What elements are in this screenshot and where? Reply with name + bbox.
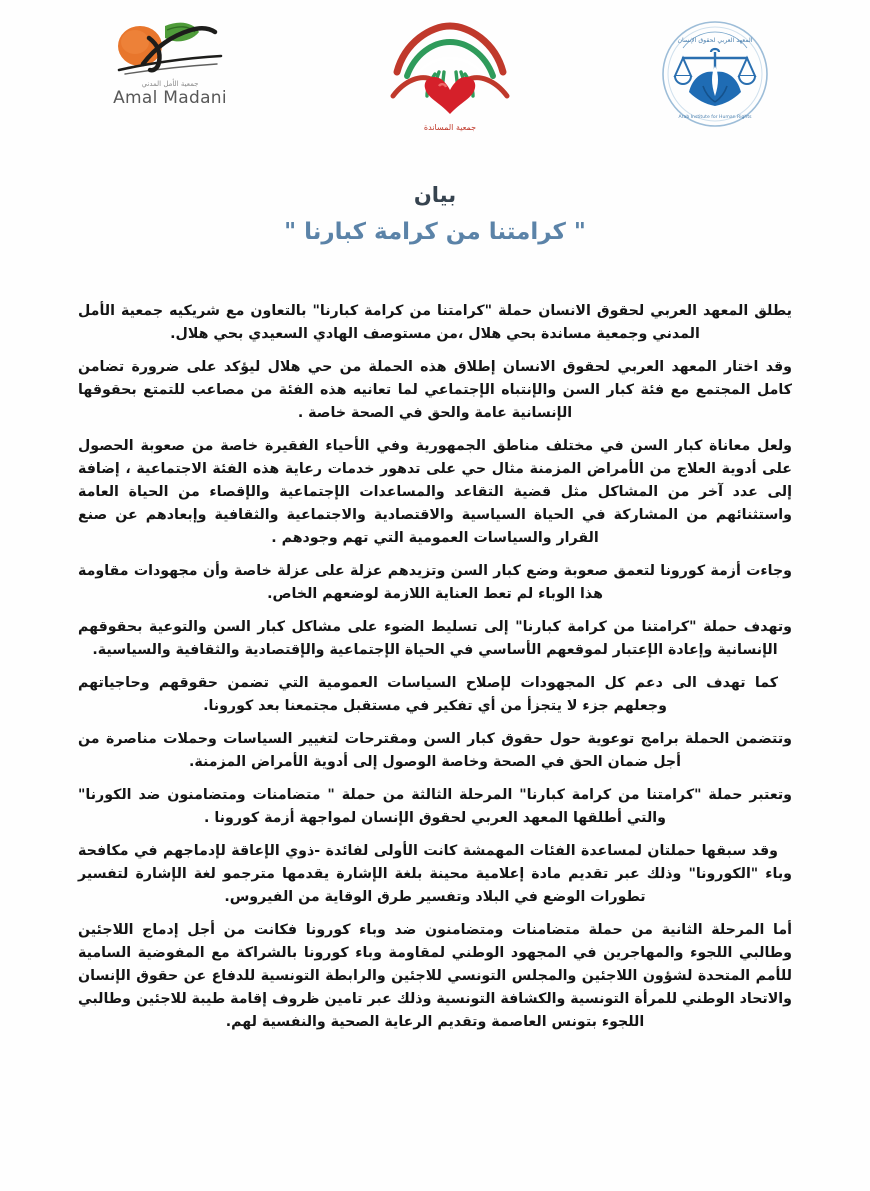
paragraph-3: ولعل معاناة كبار السن في مختلف مناطق الجمهورية وفي الأحياء الفقيرة خاصة من صعوبة الحصول على أدوية العلاج من الأمراض المزمنة مثال حي على تدهور خدمات رعاية هذه الفئة الاجتماعية ، إضافة إلى عدد آخر من المشاكل مثل قضية التقاعد والمساعدات الإجتماعية والإقصاء من الحياة العامة واستثنائهم من المشاركة في الحياة السياسية والاقتصادية والاجتماعية والثقافية وإبعادهم عن صنع القرار والسياسات العمومية التي تهم وجودهم . bbox=[78, 438, 792, 546]
document-body bbox=[78, 300, 792, 1034]
svg-text:Arab Institute for Human Right: Arab Institute for Human Rights bbox=[678, 115, 752, 120]
page-subtitle: " كرامتنا من كرامة كبارنا " bbox=[284, 219, 586, 246]
scales-dove-emblem-icon bbox=[659, 18, 771, 130]
paragraph-1: يطلق المعهد العربي لحقوق الانسان حملة "كرامتنا من كرامة كبارنا" بالتعاون مع شريكيه جمعية الأمل المدني وجمعية مساندة بحي هلال ،من مستوصف الهادي السعيدي بحي هلال. bbox=[78, 303, 792, 342]
paragraph-10: أما المرحلة الثانية من حملة متضامنات ومتضامنون ضد وباء كورونا فكانت من أجل إدماج اللاجئين وطالبي اللجوء والمهاجرين في المجهود الوطني لمقاومة وباء كورونا بالشراكة مع المفوضية السامية للأمم المتحدة لشؤون اللاجئين والمجلس التونسي للاجئين والرابطة التونسية للدفاع عن حقوق الإنسان والاتحاد الوطني للمرأة التونسية والكشافة التونسية وذلك عبر تامين ظروف إقامة طيبة للاجئين وطالبي اللجوء بتونس العاصمة وتقديم الرعاية الصحية والنفسية لهم. bbox=[78, 922, 792, 1030]
logo-header-band bbox=[0, 18, 870, 148]
logo-arab-institute-human-rights bbox=[655, 18, 775, 130]
amal-madani-emblem-icon bbox=[105, 18, 235, 80]
title-block bbox=[0, 182, 870, 248]
paragraph-2: وقد اختار المعهد العربي لحقوق الانسان إطلاق هذه الحملة من حي هلال ليؤكد على ضرورة تضامن كامل المجتمع مع فئة كبار السن والإنتباه الإجتماعي لما تعانيه هذه الفئة من مصاعب للتمتع بحقوقها الإنسانية عامة والحق في الصحة خاصة . bbox=[78, 359, 792, 421]
amal-madani-latin-name: Amal Madani bbox=[113, 88, 227, 108]
paragraph-4: وجاءت أزمة كورونا لتعمق صعوبة وضع كبار السن وتزيدهم عزلة على عزلة خاصة وأن مجهودات مقاومة هذا الوباء لم تعط العناية اللازمة لوضعهم الخاص. bbox=[78, 563, 792, 602]
paragraph-5: وتهدف حملة "كرامتنا من كرامة كبارنا" إلى تسليط الضوء على مشاكل كبار السن والتوعية بحقوقهم الإنسانية وإعادة الإعتبار لموقعهم الأساسي في الحياة الإجتماعية والإقتصادية والثقافية والسياسية. bbox=[78, 619, 792, 658]
logo-mosaanda-heart bbox=[385, 18, 515, 138]
paragraph-9: وقد سبقها حملتان لمساعدة الفئات المهمشة كانت الأولى لفائدة -ذوي الإعاقة لإدماجهم في مكافحة وباء "الكورونا" وذلك عبر تقديم مادة إعلامية محينة بلغة الإشارة يقدمها مترجمو لغة الإشارة لتفسير تطورات الوضع في البلاد وتفسير طرق الوقاية من الفيروس. bbox=[78, 843, 792, 905]
svg-text:المعهد العربي لحقوق الإنسان: المعهد العربي لحقوق الإنسان bbox=[677, 37, 753, 44]
logo-amal-madani bbox=[95, 18, 245, 108]
paragraph-8: وتعتبر حملة "كرامتنا من كرامة كبارنا" المرحلة الثالثة من حملة " متضامنات ومتضامنون ضد الكورنا" والتي أطلقها المعهد العربي لحقوق الإنسان لمواجهة أزمة كورونا . bbox=[78, 787, 792, 826]
amal-madani-arabic-name: جمعية الأمل المدني bbox=[141, 80, 199, 88]
heart-hands-emblem-icon bbox=[387, 18, 513, 138]
page-title: بيان bbox=[413, 183, 457, 207]
paragraph-6: كما تهدف الى دعم كل المجهودات لإصلاح السياسات العمومية التي تضمن حقوقهم وحاجياتهم وجعلهم جزء لا يتجزأ من أي تفكير في مستقبل مجتمعنا بعد كورونا. bbox=[78, 675, 778, 714]
svg-text:جمعية المساندة: جمعية المساندة bbox=[423, 123, 477, 132]
paragraph-7: وتتضمن الحملة برامج توعوية حول حقوق كبار السن ومقترحات لتغيير السياسات وحملات مناصرة من أجل ضمان الحق في الصحة وخاصة الوصول إلى أدوية الأمراض المزمنة. bbox=[78, 731, 792, 770]
